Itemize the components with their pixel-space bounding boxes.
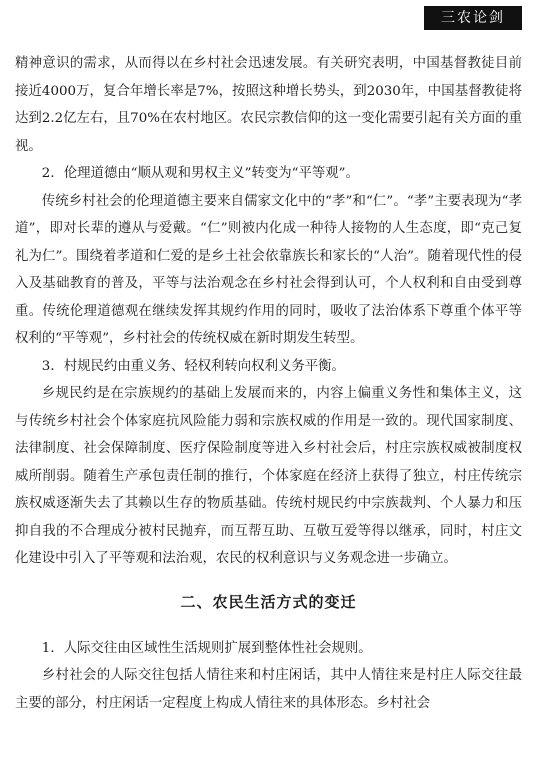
paragraph-ethics: 传统乡村社会的伦理道德主要来自儒家文化中的“孝”和“仁”。“孝”主要表现为“孝道”，即对长辈的遵从与爱戴。“仁”则被内化成一种待人接物的人生态度，即“克己复礼为仁”。围绕着孝道和仁爱的是乡土社会依靠族长和家长的“人治”。随着现代性的侵入及基础教育的普及，平等与法治观念在乡村社会得到认可，个人权利和自由受到尊重。传统伦理道德观在继续发挥其规约作用的同时，吸收了法治体系下尊重个体平等权利的“平等观”，乡村社会的传统权威在新时期发生转型。: [15, 193, 522, 346]
paragraph-religion-continued: 精神意识的需求，从而得以在乡村社会迅速发展。有关研究表明，中国基督教徒目前接近4000万，复合年增长率是7%，按照这种增长势头，到2030年，中国基督教徒将达到2.2亿左右，且70%在农村地区。农民宗教信仰的这一变化需要引起有关方面的重视。: [15, 56, 522, 154]
subheading-ethics: 2．伦理道德由“顺从观和男权主义”转变为“平等观”。: [41, 166, 359, 181]
subheading-village-rules: 3．村规民约由重义务、轻权利转向权利义务平衡。: [41, 358, 345, 374]
page-content: [15, 50, 522, 717]
subheading-interpersonal: 1．人际交往由区域性生活规则扩展到整体性社会规则。: [41, 640, 372, 656]
section-heading-lifestyle: 二、农民生活方式的变迁: [180, 592, 357, 611]
paragraph-village-rules: 乡规民约是在宗族规约的基础上发展而来的，内容上偏重义务性和集体主义，这与传统乡村社会个体家庭抗风险能力弱和宗族权威的作用是一致的。现代国家制度、法律制度、社会保障制度、医疗保险制度等进入乡村社会后，村庄宗族权威被制度权威所削弱。随着生产承包责任制的推行，个体家庭在经济上获得了独立，村庄传统宗族权威逐渐失去了其赖以生存的物质基础。传统村规民约中宗族裁判、个人暴力和压抑自我的不合理成分被村民抛弃，而互帮互助、互敬互爱等得以继承，同时，村庄文化建设中引入了平等观和法治观，农民的权利意识与义务观念进一步确立。: [15, 386, 522, 566]
paragraph-interpersonal: 乡村社会的人际交往包括人情往来和村庄闲话，其中人情往来是村庄人际交往最主要的部分，村庄闲话一定程度上构成人情往来的具体形态。乡村社会: [15, 668, 522, 711]
header-title: 三农论剑: [424, 6, 522, 30]
